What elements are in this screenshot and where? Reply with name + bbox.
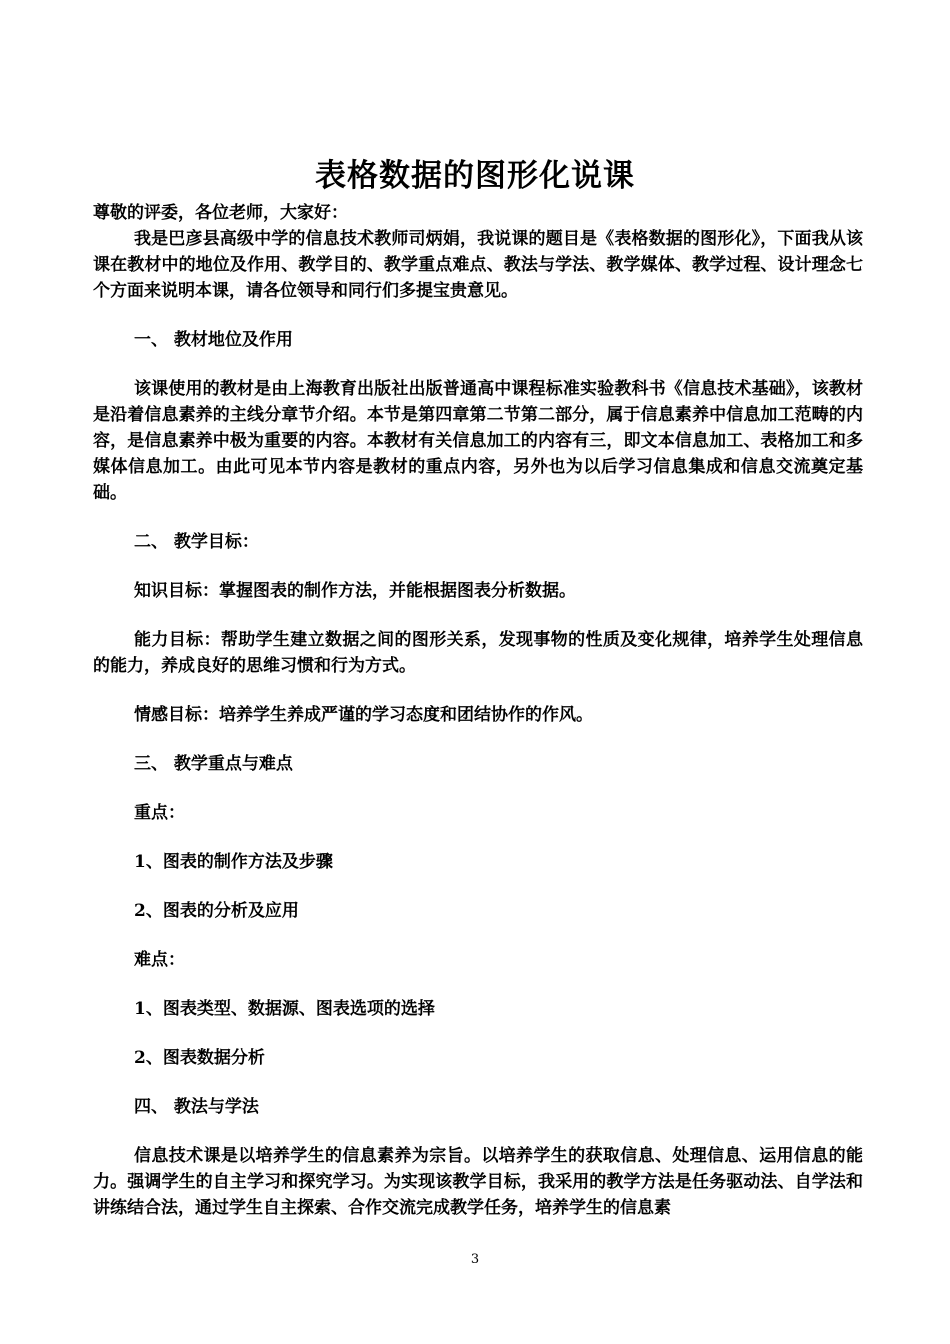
difficulty-2: 2、图表数据分析 — [134, 1048, 265, 1068]
page-number: 3 — [470, 1252, 480, 1267]
intro-paragraph: 我是巴彦县高级中学的信息技术教师司炳娟，我说课的题目是《表格数据的图形化》，下面我从该课在教材中的地位及作用、教学目的、教学重点难点、教法与学法、教学媒体、教学过程、设计理念七个方面来说明本课，请各位领导和同行们多提宝贵意见。 — [93, 229, 863, 301]
section-heading-2: 二、 教学目标： — [134, 532, 259, 552]
goal-emotion: 情感目标：培养学生养成严谨的学习态度和团结协作的作风。 — [134, 705, 593, 725]
goal-knowledge: 知识目标：掌握图表的制作方法，并能根据图表分析数据。 — [134, 581, 576, 601]
difficulty-1: 1、图表类型、数据源、图表选项的选择 — [134, 999, 435, 1019]
key-point-2: 2、图表的分析及应用 — [134, 901, 299, 921]
document-title: 表格数据的图形化说课 — [315, 158, 635, 194]
key-points-label: 重点： — [134, 803, 185, 823]
section-heading-4: 四、 教法与学法 — [134, 1097, 259, 1117]
section-1-paragraph: 该课使用的教材是由上海教育出版社出版普通高中课程标准实验教科书《信息技术基础》，该教材是沿着信息素养的主线分章节介绍。本节是第四章第二节第二部分，属于信息素养中信息加工范畴的内容，是信息素养中极为重要的内容。本教材有关信息加工的内容有三，即文本信息加工、表格加工和多媒体信息加工。由此可见本节内容是教材的重点内容，另外也为以后学习信息集成和信息交流奠定基础。 — [93, 379, 863, 503]
goal-ability: 能力目标：帮助学生建立数据之间的图形关系，发现事物的性质及变化规律，培养学生处理信息的能力，养成良好的思维习惯和行为方式。 — [93, 630, 863, 676]
key-point-1: 1、图表的制作方法及步骤 — [134, 852, 333, 872]
section-4-paragraph: 信息技术课是以培养学生的信息素养为宗旨。以培养学生的获取信息、处理信息、运用信息的能力。强调学生的自主学习和探究学习。为实现该教学目标，我采用的教学方法是任务驱动法、自学法和讲练结合法，通过学生自主探索、合作交流完成教学任务，培养学生的信息素 — [93, 1146, 863, 1218]
section-heading-3: 三、 教学重点与难点 — [134, 754, 293, 774]
difficulty-label: 难点： — [134, 950, 185, 970]
section-heading-1: 一、 教材地位及作用 — [134, 330, 293, 350]
document-body — [93, 200, 863, 1221]
greeting: 尊敬的评委，各位老师，大家好： — [93, 203, 348, 223]
